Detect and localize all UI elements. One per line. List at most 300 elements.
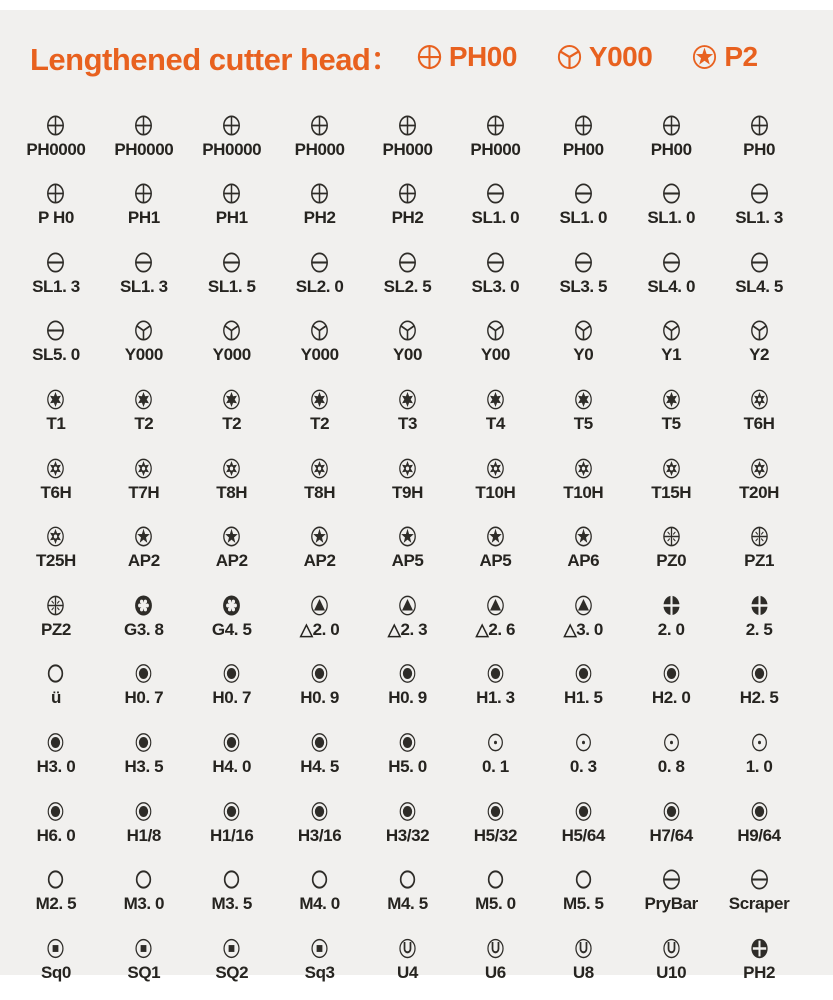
ring-icon (397, 867, 418, 892)
hex-bit-icon (661, 661, 682, 686)
bit-label: SL3. 0 (471, 276, 520, 296)
bit-label: H1/16 (210, 825, 254, 845)
square-bit-icon (45, 936, 66, 961)
torx-icon (221, 387, 242, 412)
bit-cell (188, 91, 276, 160)
slotted-icon (45, 250, 66, 275)
pozidriv-icon (749, 524, 770, 549)
bit-label: H0. 9 (300, 688, 339, 708)
bit-label: M2. 5 (35, 894, 77, 914)
bit-label: PH1 (215, 208, 248, 228)
bit-cell (100, 914, 188, 983)
bit-label: PH00 (562, 139, 604, 159)
bit-label: SL2. 5 (383, 276, 432, 296)
slotted-icon (485, 250, 506, 275)
bit-cell (188, 708, 276, 777)
torx-security-icon (661, 456, 682, 481)
bit-row (12, 503, 803, 572)
bit-cell (12, 434, 100, 503)
header-legend (415, 41, 758, 73)
bit-cell (627, 708, 715, 777)
bit-cell (100, 571, 188, 640)
bit-cell (276, 365, 364, 434)
bit-label: SQ2 (215, 962, 249, 982)
torx-security-icon (45, 456, 66, 481)
bit-cell (100, 297, 188, 366)
hex-bit-icon (573, 661, 594, 686)
bit-label: AP2 (215, 551, 248, 571)
torx-icon (661, 387, 682, 412)
bit-label: 2. 0 (657, 619, 685, 639)
bit-label: PZ1 (744, 551, 775, 571)
bit-cell (188, 434, 276, 503)
bit-label: T6H (743, 413, 775, 433)
crosshair-icon (661, 593, 682, 618)
bit-row (12, 640, 803, 709)
bit-cell (276, 914, 364, 983)
bit-cell (100, 846, 188, 915)
bit-cell (539, 365, 627, 434)
bit-cell (188, 777, 276, 846)
bit-label: SL1. 3 (119, 276, 168, 296)
phillips-icon (573, 113, 594, 138)
bit-label: SL5. 0 (32, 345, 80, 365)
phillips-icon (45, 113, 66, 138)
bit-cell (276, 160, 364, 229)
torx-icon (45, 387, 66, 412)
bit-row (12, 434, 803, 503)
square-bit-icon (221, 936, 242, 961)
bit-cell (276, 297, 364, 366)
bit-cell (627, 914, 715, 983)
bit-label: M3. 0 (123, 894, 165, 914)
torx-security-icon (133, 456, 154, 481)
hex-bit-icon (221, 730, 242, 755)
bit-cell (715, 228, 803, 297)
bit-label: H7/64 (649, 825, 693, 845)
bit-label: △2. 6 (475, 619, 516, 639)
pin-dot-icon (573, 730, 594, 755)
bit-label: T1 (46, 413, 66, 433)
bit-label: U10 (656, 962, 687, 982)
bit-label: 0. 3 (569, 756, 597, 776)
bit-cell (451, 160, 539, 229)
phillips-icon (221, 113, 242, 138)
bit-cell (715, 846, 803, 915)
bit-label: SL4. 5 (735, 276, 783, 296)
bit-cell (451, 777, 539, 846)
bit-cell (451, 708, 539, 777)
bit-cell (100, 503, 188, 572)
pin-dot-icon (749, 730, 770, 755)
bit-cell (364, 503, 452, 572)
bit-label: PH0 (743, 139, 775, 159)
slotted-icon (309, 250, 330, 275)
torx-icon (573, 387, 594, 412)
bit-cell (188, 571, 276, 640)
bit-cell (539, 777, 627, 846)
bit-label: 1. 0 (745, 756, 773, 776)
bit-cell (12, 503, 100, 572)
bit-label: SL1. 3 (32, 276, 80, 296)
hex-bit-icon (485, 661, 506, 686)
bit-cell (12, 160, 100, 229)
torx-security-icon (485, 456, 506, 481)
bit-label: H3. 0 (36, 756, 76, 776)
bit-label: SL1. 0 (647, 208, 696, 228)
u-fork-icon (661, 936, 682, 961)
slotted-icon (221, 250, 242, 275)
triwing-icon (661, 318, 682, 343)
bit-cell (276, 503, 364, 572)
bit-cell (451, 228, 539, 297)
phillips-icon (221, 181, 242, 206)
bit-cell (539, 571, 627, 640)
bit-label: 0. 8 (657, 756, 685, 776)
bit-cell (627, 846, 715, 915)
bit-label: P H0 (38, 208, 74, 228)
bit-label: Sq0 (40, 962, 71, 982)
bit-cell (539, 640, 627, 709)
bit-label: H5. 0 (388, 756, 427, 776)
bit-row (12, 777, 803, 846)
bit-label: 2. 5 (745, 619, 773, 639)
bit-cell (12, 777, 100, 846)
phillips-icon (133, 181, 154, 206)
legend-item (555, 41, 652, 73)
bit-label: Y00 (480, 345, 510, 365)
bit-label: H3/32 (385, 825, 430, 845)
ring-icon (485, 867, 506, 892)
bit-cell (627, 777, 715, 846)
bit-row (12, 160, 803, 229)
bit-label: H1. 5 (563, 688, 603, 708)
slotted-icon (45, 318, 66, 343)
bit-label: SL1. 5 (207, 276, 256, 296)
bit-cell (276, 640, 364, 709)
bit-cell (188, 846, 276, 915)
bit-cell (539, 91, 627, 160)
u-fork-icon (485, 936, 506, 961)
gear-icon (133, 593, 154, 618)
bit-row (12, 846, 803, 915)
phillips-icon (661, 113, 682, 138)
triangle-icon (397, 593, 418, 618)
bit-cell (100, 434, 188, 503)
hex-bit-icon (661, 799, 682, 824)
bit-label: ü (50, 688, 61, 708)
bit-label: PH2 (303, 208, 336, 228)
bit-label: H2. 0 (651, 688, 691, 708)
bit-row (12, 297, 803, 366)
bit-cell (276, 708, 364, 777)
slotted-icon (573, 250, 594, 275)
slotted-icon (397, 250, 418, 275)
phillips-icon (485, 113, 506, 138)
triwing-icon (749, 318, 770, 343)
ring-icon (221, 867, 242, 892)
bit-cell (12, 846, 100, 915)
legend-label: P2 (724, 40, 758, 72)
bit-label: H3/16 (297, 825, 342, 845)
bit-cell (276, 846, 364, 915)
ring-icon (45, 867, 66, 892)
bit-label: SL4. 0 (647, 276, 696, 296)
bit-cell (100, 777, 188, 846)
torx-icon (485, 387, 506, 412)
bit-cell (364, 91, 452, 160)
bit-label: M5. 5 (563, 894, 604, 914)
bit-cell (188, 365, 276, 434)
bit-row (12, 365, 803, 434)
bit-label: U8 (572, 962, 594, 982)
legend-item (415, 41, 517, 73)
bit-label: H6. 0 (36, 825, 76, 845)
bit-label: M4. 5 (387, 894, 428, 914)
bit-cell (627, 365, 715, 434)
bit-label: SL2. 0 (295, 276, 344, 296)
bit-cell (100, 160, 188, 229)
bit-label: T5 (573, 413, 593, 433)
bit-label: 0. 1 (482, 756, 509, 776)
bit-cell (276, 434, 364, 503)
hex-bit-icon (397, 661, 418, 686)
bit-cell (12, 640, 100, 709)
pin-dot-icon (485, 730, 506, 755)
bit-label: T10H (563, 482, 604, 502)
bit-label: T8H (304, 482, 336, 502)
bit-cell (715, 777, 803, 846)
bit-cell (364, 228, 452, 297)
bit-cell (12, 708, 100, 777)
pozidriv-icon (45, 593, 66, 618)
bit-cell (12, 571, 100, 640)
bit-label: T6H (40, 482, 72, 502)
bit-cell (715, 708, 803, 777)
bit-label: SL3. 5 (559, 276, 608, 296)
bit-label: T15H (651, 482, 692, 502)
star5-icon (573, 524, 594, 549)
hex-bit-icon (221, 799, 242, 824)
bit-cell (451, 503, 539, 572)
bit-cell (539, 434, 627, 503)
bit-label: PH2 (391, 208, 424, 228)
bit-cell (364, 160, 452, 229)
bit-label: H9/64 (737, 825, 781, 845)
bit-label: PH1 (127, 208, 160, 228)
bit-label: AP5 (391, 551, 424, 571)
phillips-icon (397, 113, 418, 138)
bit-cell (715, 640, 803, 709)
phillips-solid-icon (749, 936, 770, 961)
bit-label: Y000 (124, 345, 163, 365)
bit-label: PZ0 (656, 551, 687, 571)
bit-cell (715, 503, 803, 572)
ring-icon (45, 661, 66, 686)
bit-cell (364, 708, 452, 777)
triwing-icon (555, 42, 584, 72)
phillips-icon (749, 113, 770, 138)
bit-label: PH0000 (202, 139, 262, 159)
hex-bit-icon (309, 799, 330, 824)
slotted-icon (749, 250, 770, 275)
phillips-icon (133, 113, 154, 138)
bit-cell (276, 91, 364, 160)
bit-label: H5/64 (561, 825, 605, 845)
bit-grid (0, 91, 833, 983)
slotted-icon (661, 250, 682, 275)
ring-icon (133, 867, 154, 892)
bit-label: H3. 5 (124, 756, 164, 776)
bit-cell (715, 365, 803, 434)
bit-cell (12, 365, 100, 434)
bit-label: Scraper (728, 894, 790, 914)
bit-label: U6 (484, 962, 506, 982)
bit-label: H1. 3 (476, 688, 515, 708)
bit-cell (364, 846, 452, 915)
bit-row (12, 571, 803, 640)
bit-cell (539, 228, 627, 297)
ring-icon (573, 867, 594, 892)
ring-icon (309, 867, 330, 892)
pozidriv-icon (661, 524, 682, 549)
bit-cell (627, 434, 715, 503)
bit-cell (188, 914, 276, 983)
torx-security-icon (309, 456, 330, 481)
bit-label: H4. 0 (212, 756, 252, 776)
infographic-canvas (0, 10, 833, 982)
bit-cell (100, 640, 188, 709)
slotted-icon (749, 867, 770, 892)
bit-label: T2 (310, 413, 330, 433)
triangle-icon (309, 593, 330, 618)
bit-label: T4 (485, 413, 505, 433)
bit-cell (100, 91, 188, 160)
slotted-icon (661, 867, 682, 892)
hex-bit-icon (397, 799, 418, 824)
bit-label: T9H (392, 482, 423, 502)
bit-label: M5. 0 (475, 894, 516, 914)
bit-label: T2 (222, 413, 242, 433)
bit-cell (451, 571, 539, 640)
bit-label: Y2 (749, 345, 770, 365)
bit-cell (100, 708, 188, 777)
torx-security-icon (749, 387, 770, 412)
hex-bit-icon (397, 730, 418, 755)
bit-label: H2. 5 (739, 688, 779, 708)
hex-bit-icon (45, 730, 66, 755)
bit-cell (627, 228, 715, 297)
bit-label: T2 (134, 413, 154, 433)
bit-label: Y000 (212, 345, 251, 365)
star5-icon (397, 524, 418, 549)
bit-cell (364, 640, 452, 709)
bit-cell (451, 365, 539, 434)
bit-label: PH000 (382, 139, 433, 159)
triwing-icon (397, 318, 418, 343)
hex-bit-icon (749, 661, 770, 686)
bit-cell (539, 503, 627, 572)
bit-label: T5 (661, 413, 681, 433)
bit-cell (627, 571, 715, 640)
bit-cell (627, 160, 715, 229)
bit-cell (276, 571, 364, 640)
slotted-icon (133, 250, 154, 275)
bit-cell (715, 571, 803, 640)
bit-cell (539, 708, 627, 777)
phillips-icon (415, 42, 444, 72)
legend-label: Y000 (588, 40, 653, 72)
hex-bit-icon (309, 730, 330, 755)
header (0, 10, 833, 79)
bit-cell (451, 297, 539, 366)
bit-label: △2. 0 (299, 619, 340, 639)
bit-cell (12, 91, 100, 160)
bit-cell (715, 91, 803, 160)
triwing-icon (221, 318, 242, 343)
slotted-icon (485, 181, 506, 206)
bit-cell (188, 640, 276, 709)
star5-icon (485, 524, 506, 549)
bit-label: Y1 (661, 345, 682, 365)
phillips-icon (45, 181, 66, 206)
star5-icon (309, 524, 330, 549)
hex-bit-icon (573, 799, 594, 824)
triwing-icon (485, 318, 506, 343)
page-title: Lengthened cutter head： (30, 42, 401, 77)
bit-label: AP2 (127, 551, 160, 571)
bit-cell (364, 297, 452, 366)
bit-label: H1/8 (126, 825, 161, 845)
triwing-icon (573, 318, 594, 343)
bit-cell (12, 228, 100, 297)
bit-cell (715, 914, 803, 983)
square-bit-icon (133, 936, 154, 961)
bit-cell (451, 91, 539, 160)
hex-bit-icon (45, 799, 66, 824)
bit-label: U4 (397, 962, 418, 982)
bit-label: PH00 (650, 139, 692, 159)
bit-cell (364, 914, 452, 983)
torx-icon (397, 387, 418, 412)
torx-security-icon (397, 456, 418, 481)
bit-row (12, 708, 803, 777)
star5-icon (133, 524, 154, 549)
bit-cell (451, 640, 539, 709)
triwing-icon (133, 318, 154, 343)
bit-label: SL1. 0 (559, 208, 608, 228)
u-fork-icon (573, 936, 594, 961)
hex-bit-icon (133, 799, 154, 824)
bit-label: PH0000 (114, 139, 174, 159)
torx-security-icon (45, 524, 66, 549)
hex-bit-icon (309, 661, 330, 686)
bit-label: Y0 (573, 345, 594, 365)
bit-cell (627, 297, 715, 366)
torx-security-icon (573, 456, 594, 481)
bit-label: G4. 5 (211, 619, 252, 639)
bit-label: T10H (475, 482, 516, 502)
square-bit-icon (309, 936, 330, 961)
bit-label: △3. 0 (563, 619, 603, 639)
crosshair-icon (749, 593, 770, 618)
phillips-icon (397, 181, 418, 206)
hex-bit-icon (221, 661, 242, 686)
bit-label: PH000 (470, 139, 521, 159)
bit-label: AP6 (567, 551, 600, 571)
bit-cell (188, 160, 276, 229)
bit-cell (364, 434, 452, 503)
